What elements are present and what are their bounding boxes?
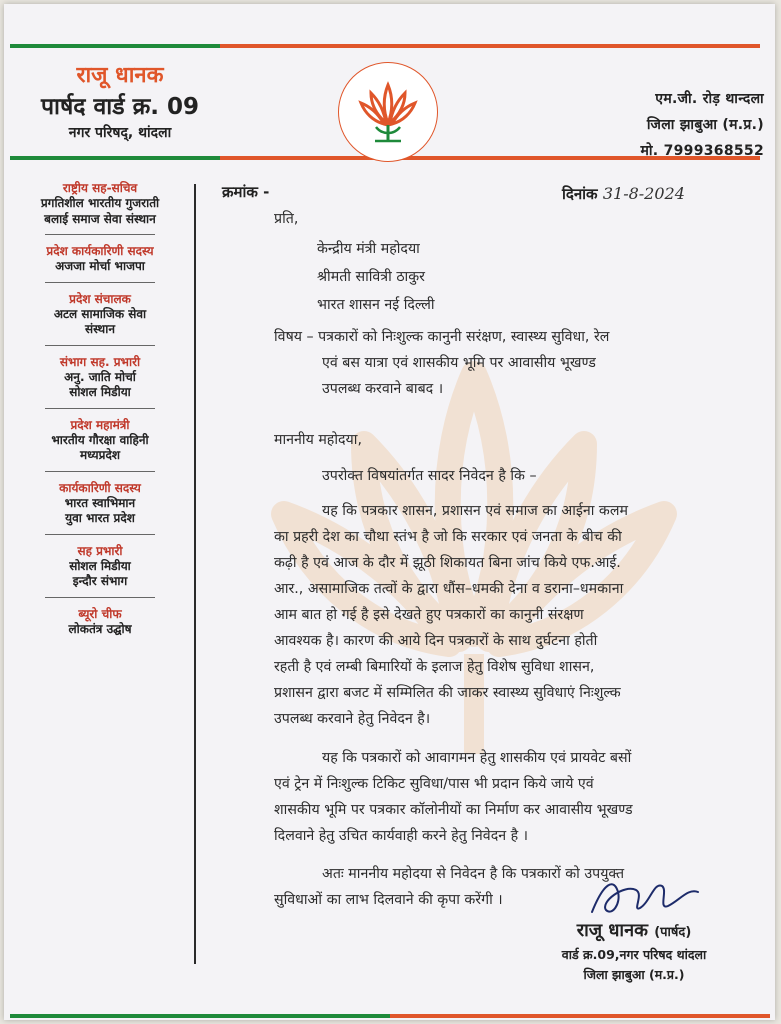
header-nagar-parishad: नगर परिषद्, थांदला — [68, 125, 172, 141]
sidebar-item-line: अनु. जाति मोर्चा — [64, 369, 136, 384]
recipient-line-2: श्रीमती सावित्री ठाकुर — [317, 269, 425, 285]
header-name: राजू धानक — [76, 63, 164, 88]
sidebar-item-title: ब्यूरो चीफ — [78, 606, 122, 621]
para1-line: आम बात हो गई है इसे देखते हुए पत्रकारों का कानुनी संरक्षण — [274, 607, 584, 623]
signatory-name-line — [534, 919, 734, 945]
top-bar-green — [10, 44, 220, 48]
sidebar-item-line: सोशल मिडीया — [69, 385, 131, 399]
sidebar-divider — [45, 282, 155, 283]
sidebar-item-line: बलाई समाज सेवा संस्थान — [44, 211, 156, 226]
signature-block — [534, 919, 734, 985]
top-bar-orange — [220, 44, 760, 48]
intro-line: उपरोक्त विषयांतर्गत सादर निवेदन है कि – — [322, 468, 537, 484]
sidebar-item-line: इन्दौर संभाग — [72, 574, 128, 588]
para1-line: रहती है एवं लम्बी बिमारियों के इलाज हेतु विशेष सुविधा शासन, — [274, 659, 595, 675]
sidebar-item-line: प्रगतिशील भारतीय गुजराती — [40, 196, 160, 210]
sidebar-divider — [45, 534, 155, 535]
sidebar-divider — [45, 345, 155, 346]
sidebar-item-line: युवा भारत प्रदेश — [65, 511, 135, 525]
para1-line: कढ़ी है एवं आज के दौर में झूठी शिकायत बिना जांच किये एफ.आई. — [274, 555, 621, 571]
sidebar-item-pradesh-sanchalak — [8, 291, 192, 338]
sidebar-item-pradesh-mahamantri — [8, 417, 192, 464]
signatory-district: जिला झाबुआ (म.प्र.) — [583, 967, 685, 982]
mobile-number: मो. 7999368552 — [640, 143, 764, 159]
signatory-ward: वार्ड क्र.09,नगर परिषद थांदला — [561, 947, 707, 962]
dinank-field — [562, 184, 685, 204]
sidebar-divider — [45, 408, 155, 409]
sidebar-item-line: सोशल मिडीया — [69, 558, 131, 573]
letterhead-page — [4, 4, 775, 1020]
bottom-bar-orange — [390, 1014, 770, 1018]
sidebar-item-line: संस्थान — [85, 322, 115, 336]
para3-line: सुविधाओं का लाभ दिलवाने की कृपा करेंगी । — [274, 892, 503, 908]
dinank-value: 31-8-2024 — [602, 184, 685, 203]
signatory-role: (पार्षद) — [654, 925, 692, 940]
handwritten-signature — [584, 872, 704, 924]
sidebar-item-sah-prabhari — [8, 543, 192, 590]
para2-line: एवं ट्रेन में निःशुल्क टिकिट सुविधा/पास भी प्रदान किये जाये एवं — [274, 776, 594, 792]
sidebar — [8, 180, 192, 637]
sidebar-item-line: लोकतंत्र उद्घोष — [68, 621, 132, 636]
sidebar-item-line: मध्यप्रदेश — [79, 448, 120, 462]
sidebar-item-title: प्रदेश महामंत्री — [70, 417, 130, 432]
para1-line: उपलब्ध करवाने हेतु निवेदन है। — [274, 711, 431, 727]
header-ward: पार्षद वार्ड क्र. 09 — [40, 94, 199, 120]
sidebar-divider — [45, 597, 155, 598]
para2-line: दिलवाने हेतु उचित कार्यवाही करने हेतु निवेदन है । — [274, 828, 529, 844]
sidebar-item-title: राष्ट्रीय सह-सचिव — [62, 181, 138, 195]
header-address — [524, 86, 764, 164]
sidebar-item-title: सह प्रभारी — [77, 543, 123, 558]
address-line-1: एम.जी. रोड़ थान्दला — [655, 91, 764, 107]
para1-line: प्रशासन द्वारा बजट में सम्मिलित की जाकर स्वास्थ्य सुविधाएं निःशुल्क — [274, 685, 621, 701]
sidebar-item-sambhag-sah-prabhari — [8, 354, 192, 401]
subject-line-1: विषय – पत्रकारों को निःशुल्क कानुनी सरंक्षण, स्वास्थ्य सुविधा, रेल — [274, 329, 610, 345]
header-bar-green — [10, 156, 220, 160]
sidebar-item-bureau-chief — [8, 606, 192, 638]
sidebar-item-line: अजजा मोर्चा भाजपा — [55, 259, 145, 273]
sidebar-item-title: कार्यकारिणी सदस्य — [59, 480, 141, 495]
sidebar-divider — [45, 471, 155, 472]
sidebar-item-title: प्रदेश कार्यकारिणी सदस्य — [46, 244, 154, 258]
sidebar-item-line: भारतीय गौरक्षा वाहिनी — [51, 432, 149, 447]
subject-line-2: एवं बस यात्रा एवं शासकीय भूमि पर आवासीय भूखण्ड — [322, 355, 596, 371]
para1-line: आवश्यक है। कारण की आये दिन पत्रकारों के साथ दुर्घटना होती — [274, 633, 598, 649]
recipient-line-1: केन्द्रीय मंत्री महोदया — [317, 241, 420, 257]
sidebar-vertical-divider — [194, 184, 196, 964]
signatory-name: राजू धानक — [576, 920, 648, 941]
sidebar-item-rashtriya-sah-sachiv — [8, 180, 192, 227]
para2-line: यह कि पत्रकारों को आवागमन हेतु शासकीय एवं प्रायवेट बसों — [322, 750, 632, 766]
para3-line: अतः माननीय महोदया से निवेदन है कि पत्रकारों को उपयुक्त — [322, 866, 625, 882]
prati-label: प्रति, — [274, 211, 299, 227]
subject-line-3: उपलब्ध करवाने बाबद । — [322, 381, 444, 397]
para1-line: आर., असामाजिक तत्वों के द्वारा धौंस–धमकी देना व डराना–धमकाना — [274, 581, 624, 597]
sidebar-item-line: भारत स्वाभिमान — [64, 495, 136, 510]
header-left — [10, 62, 230, 144]
sidebar-item-title: प्रदेश संचालक — [69, 291, 131, 306]
dinank-label: दिनांक — [562, 185, 598, 203]
para1-line: का प्रहरी देश का चौथा स्तंभ है जो कि सरकार एवं जनता के बीच की — [274, 529, 622, 545]
sidebar-item-karyakarini-sadasya — [8, 480, 192, 527]
para2-line: शासकीय भूमि पर पत्रकार कॉलोनीयों का निर्माण कर आवासीय भूखण्ड — [274, 802, 633, 818]
sidebar-divider — [45, 234, 155, 235]
sidebar-item-pradesh-karyakarini — [8, 243, 192, 275]
lotus-icon — [338, 62, 438, 162]
recipient-line-3: भारत शासन नई दिल्ली — [317, 297, 435, 313]
salutation: माननीय महोदया, — [274, 432, 362, 448]
bottom-bar-green — [10, 1014, 390, 1018]
address-line-2: जिला झाबुआ (म.प्र.) — [646, 117, 764, 133]
sidebar-item-line: अटल सामाजिक सेवा — [53, 306, 147, 321]
sidebar-item-title: संभाग सह. प्रभारी — [59, 354, 141, 369]
kramank-label: क्रमांक - — [222, 183, 270, 201]
para1-line: यह कि पत्रकार शासन, प्रशासन एवं समाज का आईना कलम — [322, 503, 628, 519]
